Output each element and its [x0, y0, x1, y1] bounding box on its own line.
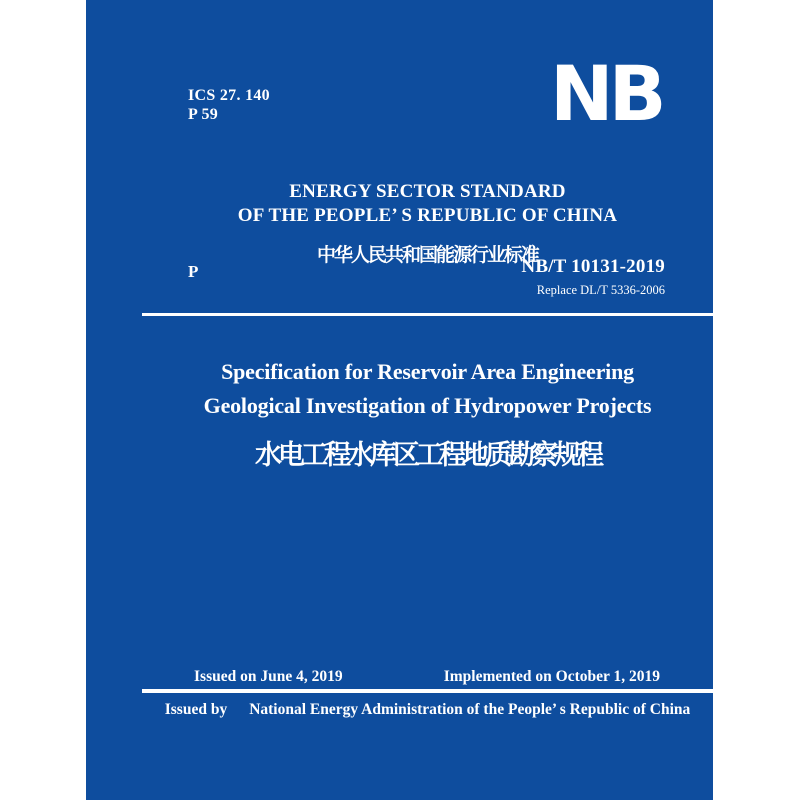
replaced-standard-note: Replace DL/T 5336-2006: [536, 283, 665, 297]
org-name-zh: 中华人民共和国能源行业标准: [316, 244, 538, 266]
standard-cover: [86, 0, 713, 800]
issuing-authority: National Energy Administration of the People’ s Republic of China: [249, 701, 691, 718]
dates-row: [194, 668, 660, 686]
class-letter: P: [188, 262, 199, 281]
issued-by-label: Issued by: [164, 701, 228, 718]
title-en-line1: Specification for Reservoir Area Engineering: [221, 359, 634, 384]
divider-rule-top: [142, 313, 713, 316]
title-block: [142, 355, 713, 472]
issued-date: Issued on June 4, 2019: [194, 668, 343, 685]
org-name-en-line2: OF THE PEOPLE’ S REPUBLIC OF CHINA: [237, 205, 618, 226]
nb-logo: NB: [550, 49, 662, 138]
standard-number: NB/T 10131-2019: [521, 256, 665, 277]
standard-number-block: [521, 256, 665, 298]
ics-classification-block: [188, 86, 270, 124]
issued-by-row: [142, 701, 713, 719]
implemented-date: Implemented on October 1, 2019: [443, 668, 660, 685]
divider-rule-bottom: [142, 689, 713, 693]
classification-code: P 59: [188, 106, 219, 123]
org-name-en-line1: ENERGY SECTOR STANDARD: [289, 181, 566, 202]
title-zh: 水电工程水库区工程地质勘察规程: [255, 440, 600, 471]
standard-header-block: [142, 180, 713, 267]
title-en-line2: Geological Investigation of Hydropower Projects: [203, 393, 652, 418]
ics-code: ICS 27. 140: [188, 87, 270, 104]
